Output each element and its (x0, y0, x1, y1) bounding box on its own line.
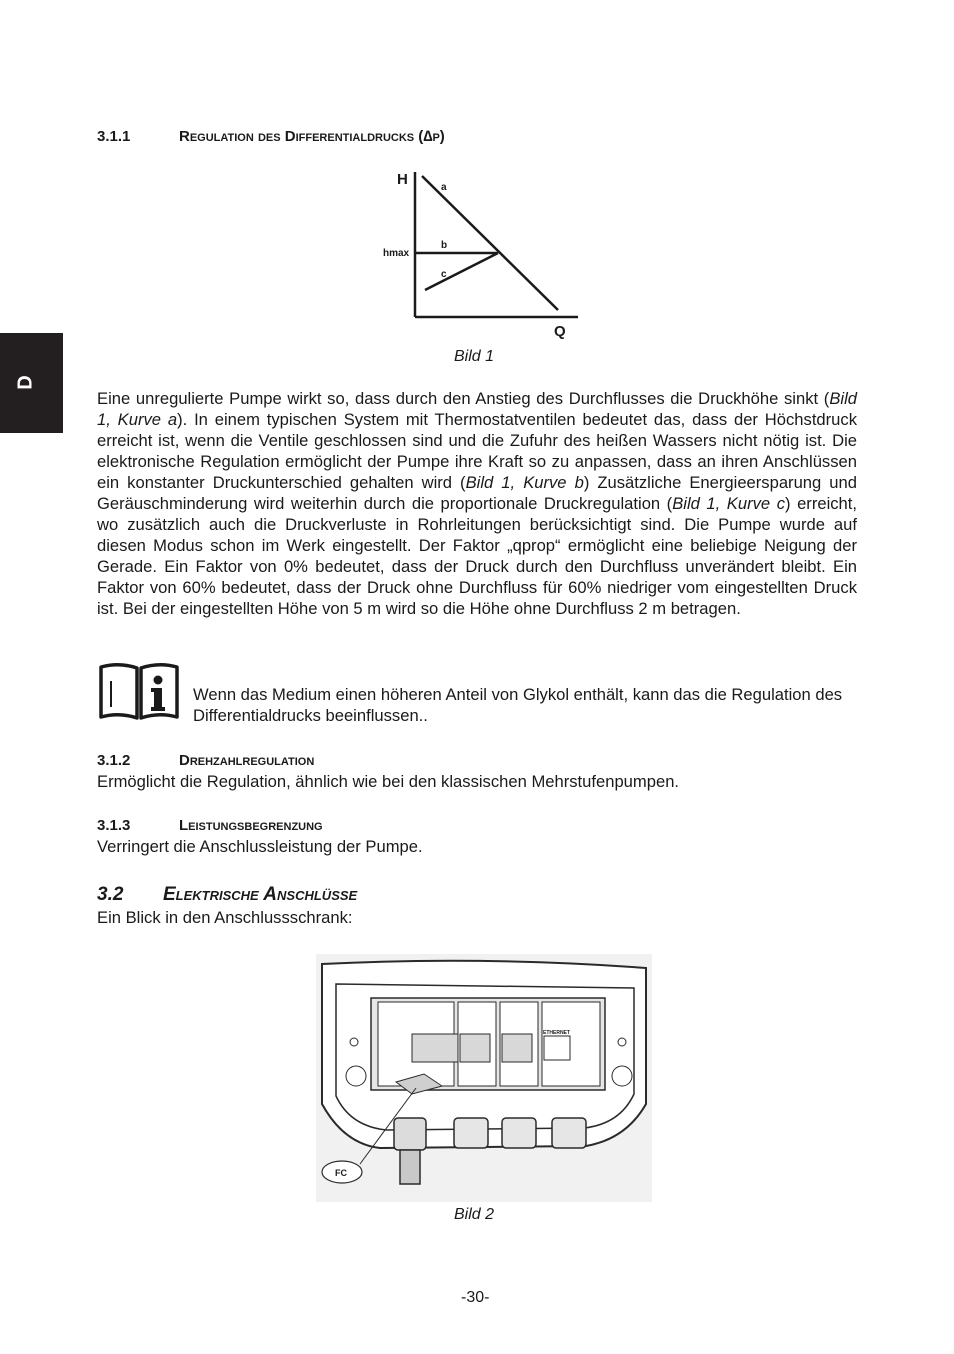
fc-label: FC (335, 1168, 347, 1178)
section-3-1-3-text: Verringert die Anschlussleistung der Pumpe. (97, 837, 423, 856)
language-tab (0, 333, 63, 433)
section-title: Elektrische Anschlüsse (163, 884, 358, 905)
figure-reference: Bild 1, Kurve a (97, 389, 857, 429)
axis-label-h: H (397, 171, 408, 188)
page-number: -30- (461, 1289, 490, 1306)
section-number: 3.2 (97, 884, 124, 905)
body-paragraph (97, 388, 857, 619)
ethernet-label: ETHERNET (543, 1030, 570, 1036)
paragraph-text: Eine unregulierte Pumpe wirkt so, dass durch den Anstieg des Durchflusses die Druckhöhe sinkt ( (97, 389, 830, 408)
figure-2-caption: Bild 2 (454, 1206, 495, 1223)
curve-c (425, 253, 498, 290)
section-3-1-2-text: Ermöglicht die Regulation, ähnlich wie bei den klassischen Mehrstufenpumpen. (97, 772, 680, 791)
figure-1-caption: Bild 1 (454, 348, 495, 365)
figure-1-diagram (370, 160, 590, 345)
figure-reference: Bild 1, Kurve b (465, 473, 584, 492)
paragraph-text: ). In einem typischen System mit Thermostatventilen bedeutet das, dass der Höchstdruck erreicht ist, wenn die Ventile geschlossen sind und die Zufuhr des heißen Wassers nicht nötig ist. Die elektronische Regulation ermöglicht der Pumpe ihre Kraft so zu anpassen, dass an ihren Anschlüssen ein konstanter Druckunterschied gehalten wird ( (97, 410, 858, 492)
figure-reference: Bild 1, Kurve c (672, 494, 785, 513)
section-3-2-text: Ein Blick in den Anschlussschrank: (97, 908, 353, 927)
section-number: 3.1.1 (97, 128, 131, 145)
paragraph-text: ) Zusätzliche Energieersparung und Geräuschminderung wird weiterhin durch die proportionale Druckregulation ( (97, 473, 857, 513)
curve-b-label: b (441, 240, 448, 251)
section-number: 3.1.3 (97, 817, 131, 834)
section-title: Drehzahlregulation (179, 752, 315, 769)
hmax-label: hmax (383, 248, 410, 259)
section-title: Regulation des Differentialdrucks (∆p) (179, 128, 445, 145)
language-tab-label: D (14, 375, 37, 390)
section-title: Leistungsbegrenzung (179, 817, 323, 834)
figure-2-illustration (316, 954, 652, 1202)
axis-label-q: Q (554, 323, 566, 340)
paragraph-text: ) erreicht, wo zusätzlich auch die Druckverluste in Rohrleitungen berücksichtigt sind. Die Pumpe wurde auf diesen Modus schon im Werk eingestellt. Der Faktor „qprop“ ermöglicht eine beliebige Neigung der Gerade. Ein Faktor von 0% bedeutet, dass der Druck durch den Durchfluss unverändert bleibt. Ein Faktor von 60% bedeutet, dass der Druck ohne Durchfluss für 60% niedriger vom eingestellten Druck ist. Bei der eingestellten Höhe von 5 m wird so die Höhe ohne Durchfluss 2 m betragen. (97, 494, 858, 618)
curve-c-label: c (441, 269, 447, 280)
curve-a-label: a (441, 182, 447, 193)
section-number: 3.1.2 (97, 752, 131, 769)
note-text: Wenn das Medium einen höheren Anteil von Glykol enthält, kann das die Regulation des Differentialdrucks beeinflussen.. (193, 685, 843, 725)
info-book-icon (97, 661, 181, 721)
